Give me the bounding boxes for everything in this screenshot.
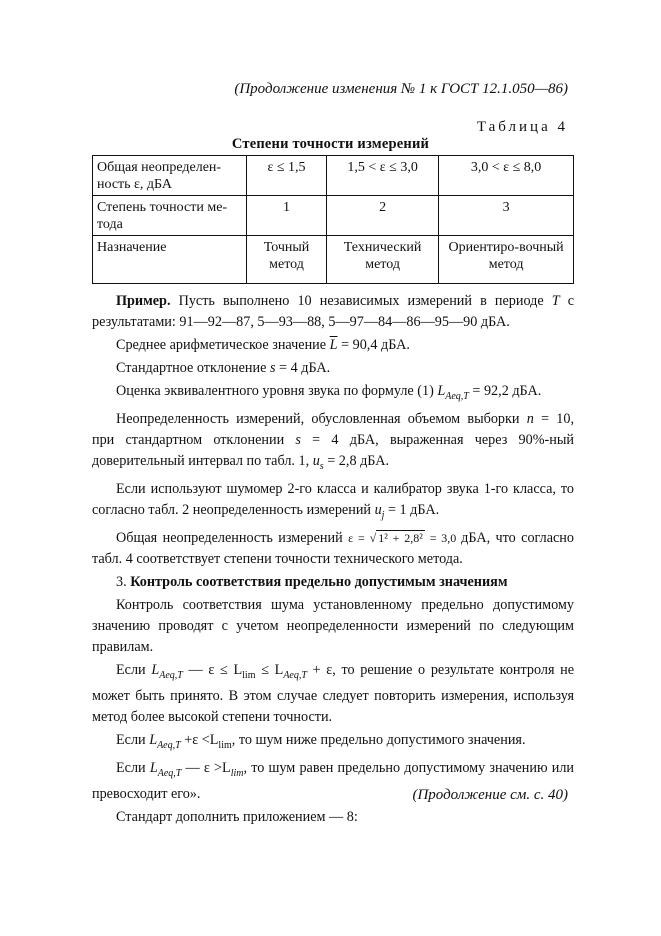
- paragraph-example: [92, 291, 574, 333]
- text: = 4 дБА, выраженная через 90%-ный доверительный интервал по табл. 1,: [92, 432, 574, 469]
- text: Пусть выполнено 10 независимых измерений в периоде: [178, 293, 544, 309]
- symbol: L: [437, 383, 446, 399]
- text: Если: [116, 662, 146, 678]
- text: Оценка эквивалентного уровня звука по формуле (1): [116, 383, 434, 399]
- symbol: n: [526, 411, 534, 427]
- paragraph-supplement: [92, 807, 574, 828]
- table-cell: Степень точности ме-тода: [93, 196, 247, 236]
- text: = 2,8 дБА.: [327, 453, 390, 469]
- table-cell: 3,0 < ε ≤ 8,0: [439, 156, 574, 196]
- text: Среднее арифметическое значение: [116, 337, 327, 353]
- subscript: Aeq,T: [157, 740, 181, 751]
- subscript: lim: [218, 740, 232, 751]
- table-row: [93, 196, 574, 236]
- subscript: lim: [230, 768, 244, 779]
- paragraph-rule2: [92, 730, 574, 756]
- symbol: $\overline{L}$: [329, 337, 338, 353]
- subscript: Aeq,T: [283, 670, 307, 681]
- text: Стандарт дополнить приложением — 8:: [116, 809, 358, 825]
- paragraph-uncertainty: [92, 409, 574, 477]
- text: = 4 дБА.: [279, 360, 331, 376]
- table-cell: ε ≤ 1,5: [247, 156, 327, 196]
- text: с результатами: 91—92—87, 5—93—88, 5—97—84—86—95—90 дБА.: [92, 293, 575, 330]
- formula-part: — ε >L: [185, 760, 231, 776]
- text: Стандартное отклонение: [116, 360, 267, 376]
- table-cell: 1: [247, 196, 327, 236]
- table-cell: 2: [327, 196, 439, 236]
- table-cell: Технический метод: [327, 236, 439, 284]
- text: Если: [116, 732, 146, 748]
- paragraph-leq: [92, 381, 574, 407]
- symbol: s: [295, 432, 301, 448]
- subscript: Aeq,T: [159, 670, 183, 681]
- text: то решение о результате контроля не может быть принято. В этом случае следует повторить измерения, используя метод более высокой степени точности.: [92, 662, 575, 725]
- accuracy-table: [92, 155, 574, 284]
- table-number: Таблица 4: [476, 119, 568, 135]
- table-cell: Общая неопределен-ность ε, дБА: [93, 156, 247, 196]
- section-title: Контроль соответствия предельно допустимым значениям: [130, 574, 508, 590]
- symbol: T: [551, 293, 560, 309]
- table-cell: 3: [439, 196, 574, 236]
- table-cell: Назначение: [93, 236, 247, 284]
- paragraph-total: [92, 528, 574, 570]
- paragraph-control: [92, 595, 574, 658]
- text: , то шум ниже предельно допустимого значения.: [231, 732, 526, 748]
- paragraph-std: [92, 358, 574, 379]
- formula-part: — ε ≤ L: [188, 662, 243, 678]
- table-row: [93, 156, 574, 196]
- paragraph-mean: [92, 335, 574, 356]
- formula-part: + ε,: [312, 662, 336, 678]
- subscript: Aeq,T: [157, 768, 182, 779]
- symbol: s: [269, 360, 276, 376]
- sqrt-sign: √: [369, 531, 377, 545]
- text: Общая неопределенность измерений: [116, 530, 343, 546]
- table-cell: Точный метод: [247, 236, 327, 284]
- text: Контроль соответствия шума установленному предельно допустимому значению проводят с учетом неопределенности измерений по следующим правилам.: [92, 597, 574, 655]
- subscript: lim: [242, 670, 256, 681]
- text: = 92,2 дБА.: [472, 383, 542, 399]
- header-continuation: (Продолжение изменения № 1 к ГОСТ 12.1.050—86): [234, 81, 568, 97]
- formula-eps: ε =: [348, 531, 365, 545]
- formula-root: 1² + 2,8²: [378, 531, 423, 545]
- paragraph-rule1: [92, 660, 574, 728]
- footer-continuation: (Продолжение см. с. 40): [412, 787, 568, 803]
- text: Если используют шумомер 2-го класса и калибратор звука 1-го класса, то согласно табл. 2 неопределенность измерений: [92, 481, 574, 518]
- text: дБА, что согласно табл. 4 соответствует степени точности технического метода.: [92, 530, 574, 567]
- body-text: [92, 291, 574, 830]
- example-label: Пример.: [116, 293, 171, 309]
- formula-part: +ε <L: [184, 732, 219, 748]
- text: Если: [116, 760, 146, 776]
- text: = 10, при стандартном отклонении: [92, 411, 574, 448]
- formula-result: = 3,0: [429, 531, 457, 545]
- text: = 90,4 дБА.: [341, 337, 410, 353]
- symbol: L: [149, 732, 158, 748]
- symbol: L: [149, 760, 158, 776]
- section-number: 3.: [116, 574, 127, 590]
- symbol: u: [312, 453, 320, 469]
- paragraph-noise: [92, 479, 574, 526]
- symbol: u: [374, 502, 382, 518]
- subscript: j: [381, 510, 385, 521]
- table-cell: 1,5 < ε ≤ 3,0: [327, 156, 439, 196]
- text: Неопределенность измерений, обусловленная объемом выборки: [116, 411, 520, 427]
- table-row: [93, 236, 574, 284]
- paragraph-section: [92, 572, 574, 593]
- symbol: L: [151, 662, 160, 678]
- formula: [348, 530, 461, 545]
- formula-part: ≤ L: [261, 662, 284, 678]
- table-caption: Степени точности измерений: [231, 136, 430, 152]
- text: , то шум равен предельно допустимому значению или превосходит его».: [92, 760, 574, 802]
- text: = 1 дБА.: [387, 502, 440, 518]
- subscript: s: [319, 461, 324, 472]
- table-cell: Ориентиро-вочный метод: [439, 236, 574, 284]
- subscript: Aeq,T: [445, 391, 469, 402]
